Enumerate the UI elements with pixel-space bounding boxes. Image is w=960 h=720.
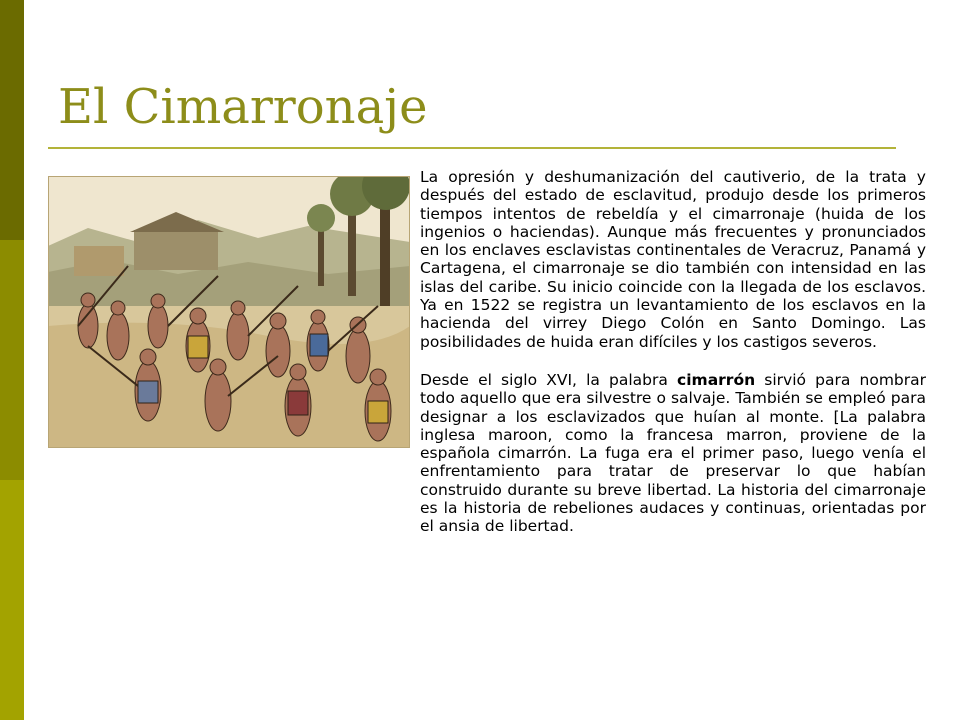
paragraph-term-rest: sirvió para nombrar todo aquello que era silvestre o salvaje. También se empleó para designar a los esclavizados que huían al monte. [La palabra inglesa maroon, como la francesa marron, proviene de la española cimarrón. La fuga era el primer paso, luego venía el enfrentamiento para tratar de preservar lo que habían construido durante su breve libertad. La historia del cimarronaje es la historia de rebeliones audaces y continuas, orientadas por el ansia de libertad. [420,370,926,536]
historical-engraving [48,176,410,448]
paragraph-term-intro: Desde el siglo XVI, la palabra [420,370,678,389]
side-bar-middle [0,240,24,480]
title-rule [48,147,896,149]
paragraph-term-origin [420,371,926,536]
side-bar-bottom [0,480,24,720]
term-cimarron: cimarrón [677,370,756,389]
slide-title: El Cimarronaje [58,79,428,135]
paragraph-revolt-history: La opresión y deshumanización del cautiverio, de la trata y después del estado de esclavitud, produjo desde los primeros tiempos intentos de rebeldía y el cimarronaje (huida de los ingenios o haciendas). Aunque más frecuentes y pronunciados en los enclaves esclavistas continentales de Veracruz, Panamá y Cartagena, el cimarronaje se dio también con intensidad en las islas del caribe. Su inicio coincide con la llegada de los esclavos. Ya en 1522 se registra un levantamiento de los esclavos en la hacienda del virrey Diego Colón en Santo Domingo. Las posibilidades de huida eran difíciles y los castigos severos. [420,168,926,351]
engraving-drawing [48,176,410,448]
side-bar-top [0,0,24,240]
body-text [420,168,926,556]
